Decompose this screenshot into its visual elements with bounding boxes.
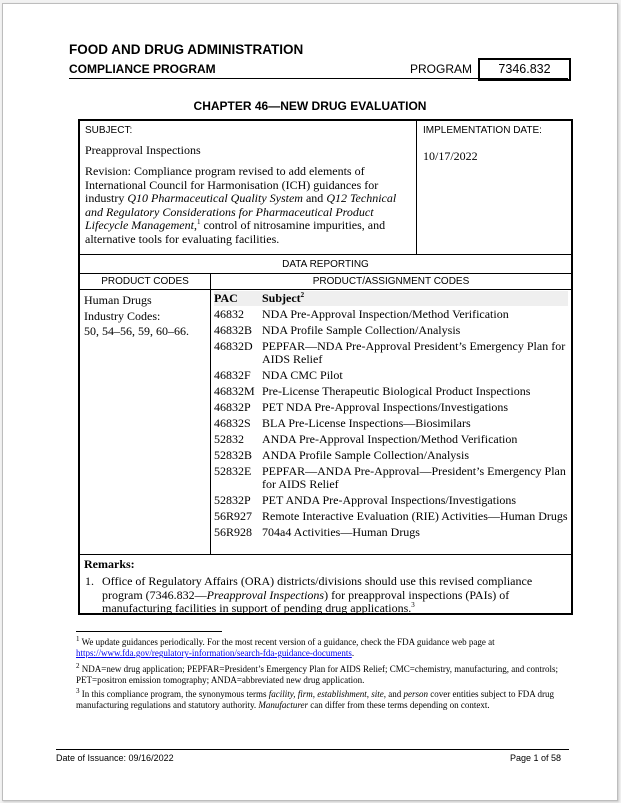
issuance-date: Date of Issuance: 09/16/2022 xyxy=(56,753,174,763)
table-row: 46832B NDA Profile Sample Collection/Analysis xyxy=(214,323,461,337)
program-info-table xyxy=(78,119,573,615)
fda-guidance-link[interactable]: https://www.fda.gov/regulatory-information/search-fda-guidance-documents xyxy=(76,648,352,658)
data-reporting-title: DATA REPORTING xyxy=(282,259,369,270)
footnote-ref-3: 3 xyxy=(411,601,415,609)
row-divider-2 xyxy=(80,273,571,274)
remarks-label: Remarks: xyxy=(84,557,135,571)
table-row: 46832P PET NDA Pre-Approval Inspections/Investigations xyxy=(214,400,509,414)
product-industry-codes-label: Industry Codes: xyxy=(84,309,161,323)
program-label: PROGRAM xyxy=(410,62,473,76)
agency-title: FOOD AND DRUG ADMINISTRATION xyxy=(69,42,304,57)
footer-rule xyxy=(56,749,569,750)
page-number: Page 1 of 58 xyxy=(510,753,562,763)
codes-divider xyxy=(210,273,211,554)
implementation-date: 10/17/2022 xyxy=(423,149,478,163)
row-divider-3 xyxy=(80,289,571,290)
chapter-title: CHAPTER 46—NEW DRUG EVALUATION xyxy=(193,99,427,113)
footnote-1: $^1$ We update guidances periodically. For the most recent version of a guidance, check the FDA guidance web page at https://www.fda.gov/regulatory-information/search-fda-guidance-documents. xyxy=(76,635,495,658)
subject-title: Preapproval Inspections xyxy=(85,143,201,157)
table-row: 46832 NDA Pre-Approval Inspection/Method Verification xyxy=(214,307,509,321)
program-number-box: 7346.832 xyxy=(478,58,571,81)
compliance-program-label: COMPLIANCE PROGRAM xyxy=(69,62,216,76)
remark-number: 1. xyxy=(85,574,94,588)
footnote-3: $^3$ In this compliance program, the synonymous terms facility, firm, establishment, site, and person cover entities subject to FDA drug manufacturing regulations and statutory authority. Manufacturer can differ from these terms depending on context. xyxy=(76,687,554,710)
product-human-drugs: Human Drugs xyxy=(84,293,152,307)
row-divider-4 xyxy=(80,554,571,555)
table-row: 56R928 704a4 Activities—Human Drugs xyxy=(214,525,420,539)
table-row: 52832B ANDA Profile Sample Collection/Analysis xyxy=(214,448,469,462)
revision-text: Revision: Compliance program revised to add elements of International Council for Harmonisation (ICH) guidances for industry Q10 Pharmaceutical Quality System and Q12 Technical and Regulatory Considerations for Pharmaceutical Product Lifecycle Management,$^1$ control of nitrosamine impurities, and alternative tools for evaluating facilities. xyxy=(85,164,397,246)
subject-label: SUBJECT: xyxy=(85,125,133,136)
product-codes-header: PRODUCT CODES xyxy=(101,276,189,287)
table-row: 52832E PEPFAR—ANDA Pre-Approval—President’s Emergency Plan for AIDS Relief xyxy=(214,464,566,491)
footnote-rule xyxy=(76,631,222,632)
pac-column-header: PAC xyxy=(214,291,262,306)
table-row: 46832F NDA CMC Pilot xyxy=(214,368,343,382)
subject-divider xyxy=(416,121,417,254)
subject-column-header: Subject$^2$ xyxy=(262,291,568,306)
table-row: 52832 ANDA Pre-Approval Inspection/Method Verification xyxy=(214,432,518,446)
table-row: 46832D PEPFAR—NDA Pre-Approval President’s Emergency Plan for AIDS Relief xyxy=(214,339,566,366)
footnote-2: $^2$ NDA=new drug application; PEPFAR=President’s Emergency Plan for AIDS Relief; CMC=chemistry, manufacturing, and controls; PET=positron emission tomography; ANDA=abbreviated new drug application. xyxy=(76,662,558,685)
product-industry-codes: 50, 54–56, 59, 60–66. xyxy=(84,324,189,338)
table-row: 46832M Pre-License Therapeutic Biological Product Inspections xyxy=(214,384,531,398)
implementation-label: IMPLEMENTATION DATE: xyxy=(423,125,542,136)
remark-text: Office of Regulatory Affairs (ORA) districts/divisions should use this revised compliance program (7346.832—Preapproval Inspections) for preapproval inspections (PAIs) of manufacturing facilities in support of pending drug applications.$^3$ xyxy=(102,574,533,615)
footnote-ref-1: 1 xyxy=(196,218,201,226)
table-row: 46832S BLA Pre-License Inspections—Biosimilars xyxy=(214,416,471,430)
assignment-codes-header: PRODUCT/ASSIGNMENT CODES xyxy=(312,276,470,287)
pac-table xyxy=(214,291,568,540)
table-row: 52832P PET ANDA Pre-Approval Inspections/Investigations xyxy=(214,493,517,507)
header-rule xyxy=(69,78,568,79)
row-divider-1 xyxy=(80,254,571,255)
document-page xyxy=(2,3,618,801)
table-row: 56R927 Remote Interactive Evaluation (RIE) Activities—Human Drugs xyxy=(214,509,568,523)
pac-table-header xyxy=(214,291,568,306)
